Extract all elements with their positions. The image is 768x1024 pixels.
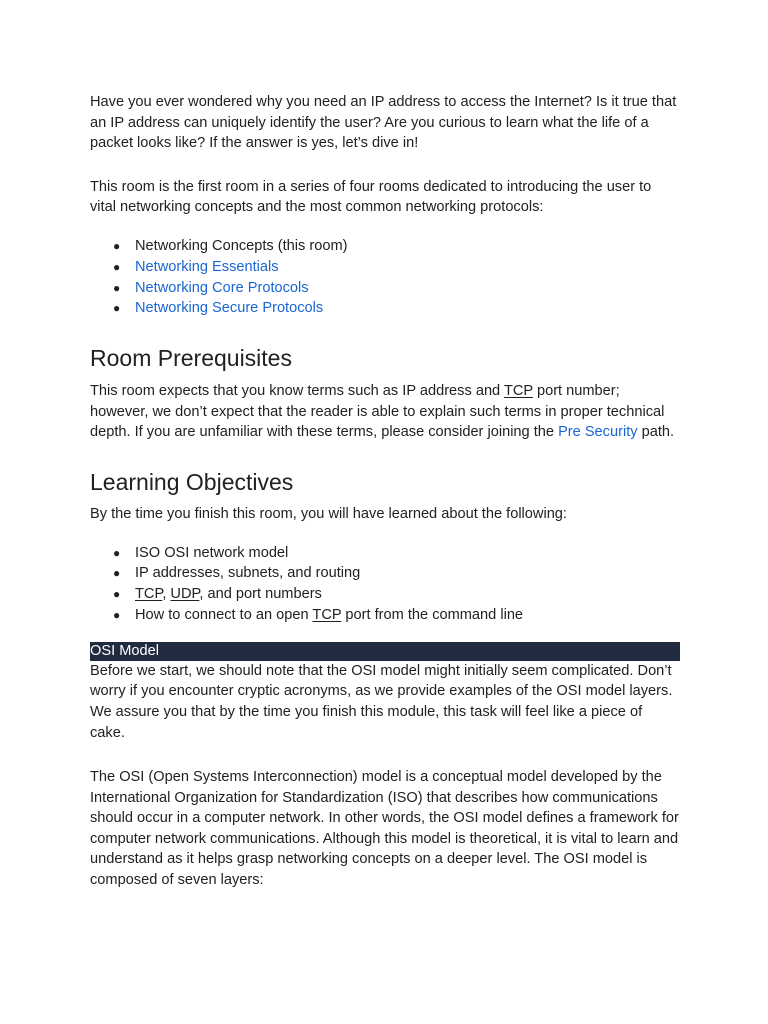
link-networking-secure-protocols[interactable]: Networking Secure Protocols — [135, 300, 324, 317]
link-networking-core-protocols[interactable]: Networking Core Protocols — [135, 279, 309, 296]
intro-paragraph: Have you ever wondered why you need an IP address to access the Internet? Is it true that an IP address can uniquely identify the user? Are you curious to learn what the life of a packet looks like? If the answer is yes, let’s dive in! — [90, 94, 677, 152]
bullet-icon: ● — [113, 587, 121, 602]
bullet-icon: ● — [113, 607, 121, 622]
room-label-current: Networking Concepts (this room) — [135, 237, 348, 254]
list-item — [90, 236, 680, 257]
objective-text: , — [162, 586, 171, 603]
series-paragraph: This room is the first room in a series of four rooms dedicated to introducing the user to vital networking concepts and the most common networking protocols: — [90, 178, 652, 216]
osi-paragraph-intro: Before we start, we should note that the OSI model might initially seem complicated. Don’t worry if you encounter cryptic acronyms, as we provide examples of the OSI model layers. We assure you that by the time you finish this module, this task will feel like a piece of cake. — [90, 662, 673, 741]
document-page — [90, 92, 680, 891]
osi-paragraph-definition: The OSI (Open Systems Interconnection) model is a conceptual model developed by the International Organization for Standardization (ISO) that describes how communications should occur in a computer network. In other words, the OSI model defines a framework for computer network communications. Although this model is theoretical, it is vital to learn and understand as it helps grasp networking concepts on a deeper level. The OSI model is composed of seven layers: — [90, 769, 679, 889]
list-item — [90, 278, 680, 299]
list-item — [90, 298, 680, 319]
prerequisites-text: path. — [637, 424, 675, 441]
bullet-icon: ● — [113, 566, 121, 581]
bullet-icon: ● — [113, 259, 121, 274]
list-item — [90, 257, 680, 278]
bullet-icon: ● — [113, 238, 121, 253]
objective-text: How to connect to an open — [135, 606, 313, 623]
objective-text: , and port numbers — [199, 586, 322, 603]
prerequisites-text: This room expects that you know terms such as IP address and — [90, 383, 504, 400]
bullet-icon: ● — [113, 545, 121, 560]
list-item — [90, 563, 680, 584]
objective-label: ISO OSI network model — [135, 544, 289, 561]
objectives-lead: By the time you finish this room, you will have learned about the following: — [90, 505, 567, 522]
link-networking-essentials[interactable]: Networking Essentials — [135, 258, 279, 275]
prerequisites-paragraph — [90, 381, 680, 443]
objective-label: IP addresses, subnets, and routing — [135, 565, 361, 582]
link-pre-security[interactable]: Pre Security — [558, 424, 638, 441]
tcp-abbreviation: TCP — [135, 586, 163, 603]
tcp-abbreviation: TCP — [503, 383, 533, 400]
objectives-heading: Learning Objectives — [90, 468, 294, 495]
list-item — [90, 605, 680, 626]
list-item — [90, 543, 680, 564]
objective-text: port from the command line — [341, 606, 524, 623]
bullet-icon: ● — [113, 280, 121, 295]
prerequisites-text: port number; however, we don’t expect that the reader is able to explain such terms in proper technical depth. If you are unfamiliar with these terms, please consider joining the — [90, 383, 665, 441]
prerequisites-heading: Room Prerequisites — [90, 345, 292, 372]
bullet-icon: ● — [113, 301, 121, 316]
room-series-list — [90, 236, 680, 319]
udp-abbreviation: UDP — [170, 586, 200, 603]
objectives-list — [90, 543, 680, 626]
list-item — [90, 584, 680, 605]
osi-section-title: OSI Model — [90, 642, 680, 661]
tcp-abbreviation: TCP — [312, 606, 342, 623]
